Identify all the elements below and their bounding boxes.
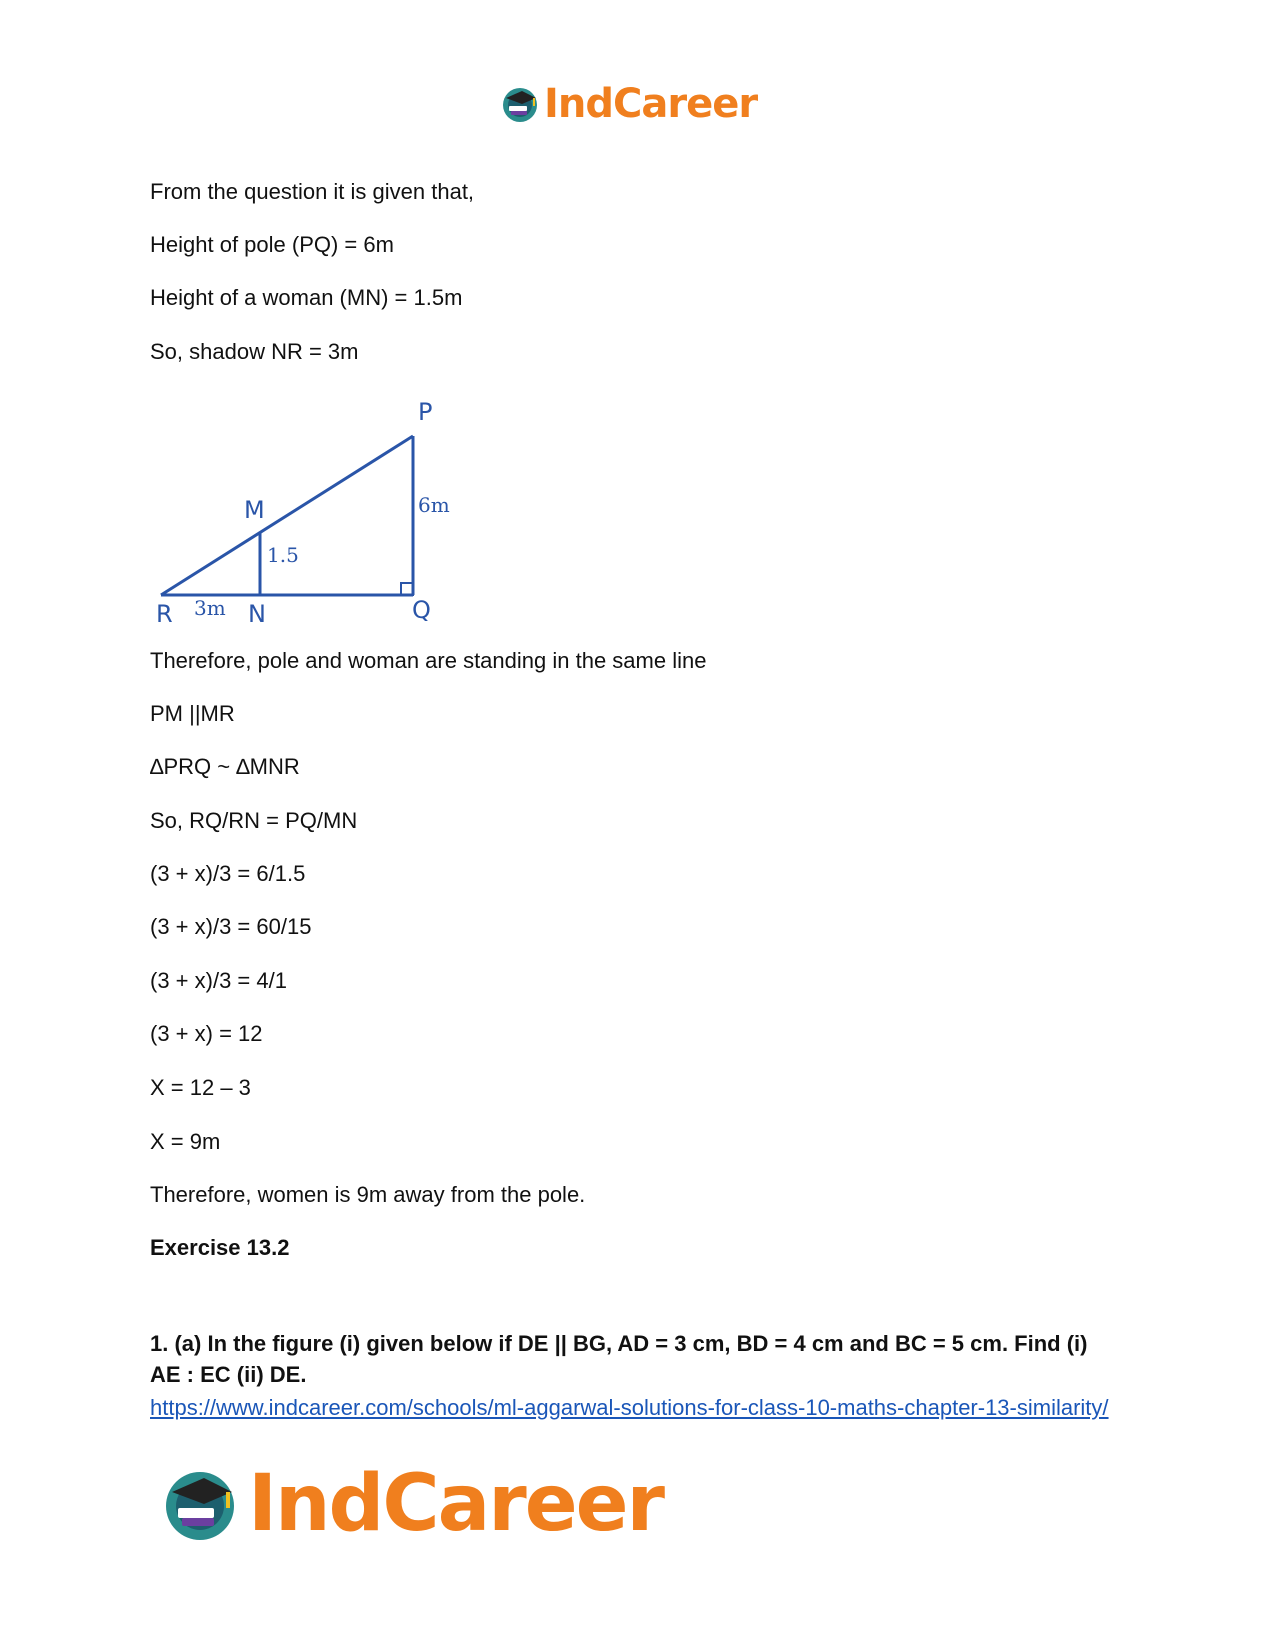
text-line: Therefore, women is 9m away from the pole.: [150, 1182, 586, 1207]
label-r: R: [156, 600, 173, 628]
text-line: PM ||MR: [150, 701, 235, 726]
text-line: So, RQ/RN = PQ/MN: [150, 808, 358, 833]
text-line: Therefore, pole and woman are standing in the same line: [150, 648, 707, 673]
label-q: Q: [412, 596, 431, 624]
text-line: (3 + x)/3 = 60/15: [150, 914, 312, 939]
exercise-heading: Exercise 13.2: [150, 1235, 290, 1260]
label-n: N: [248, 600, 266, 628]
question-text: 1. (a) In the figure (i) given below if DE || BG, AD = 3 cm, BD = 4 cm and BC = 5 cm. Find (i) AE : EC (ii) DE.: [150, 1331, 1088, 1387]
graduation-cap-icon: [500, 84, 540, 124]
triangle-figure: [150, 400, 470, 630]
text-line: (3 + x)/3 = 4/1: [150, 968, 287, 993]
solution-link[interactable]: https://www.indcareer.com/schools/ml-aggarwal-solutions-for-class-10-maths-chapter-13-similarity/: [150, 1395, 1109, 1420]
text-line: (3 + x) = 12: [150, 1021, 263, 1046]
footer-logo: [160, 1459, 663, 1549]
header-logo-text: IndCareer: [544, 81, 758, 127]
text-line: (3 + x)/3 = 6/1.5: [150, 861, 306, 886]
text-line: Height of a woman (MN) = 1.5m: [150, 285, 463, 310]
label-m: M: [244, 496, 265, 524]
label-p: P: [418, 400, 433, 426]
text-line: Height of pole (PQ) = 6m: [150, 232, 394, 257]
label-shadow: 3m: [194, 596, 226, 620]
right-angle-marker: [401, 583, 413, 595]
hypotenuse-line: [161, 436, 413, 595]
text-line: X = 9m: [150, 1129, 221, 1154]
text-line: X = 12 – 3: [150, 1075, 251, 1100]
header-logo: [500, 78, 757, 130]
footer-logo-text: IndCareer: [248, 1459, 663, 1549]
label-pole-height: 6m: [418, 493, 450, 517]
text-line: So, shadow NR = 3m: [150, 339, 359, 364]
graduation-cap-icon: [160, 1464, 240, 1544]
label-woman-height: 1.5: [267, 543, 299, 567]
text-line: From the question it is given that,: [150, 179, 475, 204]
text-line: ∆PRQ ~ ∆MNR: [150, 754, 300, 779]
